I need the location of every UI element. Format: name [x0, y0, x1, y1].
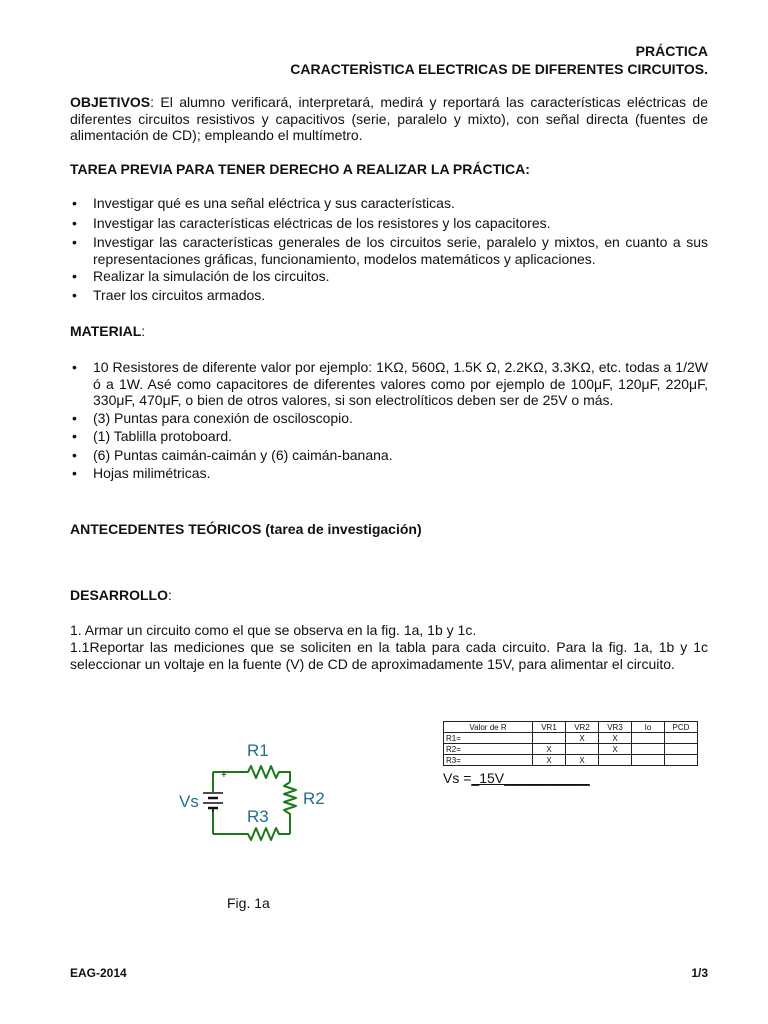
- battery-plus-label: +: [221, 770, 227, 781]
- header-io: Io: [632, 722, 665, 733]
- circuit-diagram: [168, 730, 338, 852]
- r3-resistor: [213, 828, 290, 840]
- objetivos-label: OBJETIVOS: [70, 94, 151, 110]
- table-cell: X: [566, 733, 599, 744]
- list-item: • (1) Tablilla protoboard.: [70, 428, 708, 445]
- list-item: • Traer los circuitos armados.: [70, 287, 708, 304]
- list-item: • Investigar qué es una señal eléctrica y sus características.: [70, 195, 708, 212]
- measurement-table: [443, 721, 698, 766]
- r2-label: R2: [303, 789, 325, 808]
- tarea-list: [70, 195, 708, 303]
- antecedentes-heading: ANTECEDENTES TEÓRICOS (tarea de investigación): [70, 521, 422, 537]
- table-row: [444, 733, 698, 744]
- desarrollo-heading: [70, 587, 172, 603]
- header-vr3: VR3: [599, 722, 632, 733]
- material-list: [70, 359, 708, 482]
- footer-code: EAG-2014: [70, 966, 127, 980]
- vs-value-line: [443, 770, 590, 786]
- table-cell: [665, 755, 698, 766]
- r2-resistor: [284, 782, 296, 834]
- practice-title: CARACTERÌSTICA ELECTRICAS DE DIFERENTES CIRCUITOS.: [290, 61, 708, 77]
- table-cell: [632, 733, 665, 744]
- table-cell: [632, 755, 665, 766]
- table-row: [444, 755, 698, 766]
- list-item: • 10 Resistores de diferente valor por ejemplo: 1KΩ, 560Ω, 1.5K Ω, 2.2KΩ, 3.3KΩ, etc. todas a 1/2W ó a 1W. Asé como capacitores de diferentes valores como por ejemplo de 100μF, 120μF, 220μF, 330μF, 470μF, o bien de otros valores, si son electrolíticos deben ser de 25V o más.: [70, 359, 708, 409]
- material-colon: :: [141, 323, 146, 339]
- table-cell: X: [566, 755, 599, 766]
- table-cell: [533, 733, 566, 744]
- table-cell: [665, 733, 698, 744]
- list-item: • Investigar las características generales de los circuitos serie, paralelo y mixtos, en cuanto a sus representaciones gráficas, funcionamiento, modelos matemáticos y aplicaciones.: [70, 234, 708, 267]
- table-cell: R1=: [444, 733, 533, 744]
- table-cell: X: [599, 733, 632, 744]
- list-item: • (6) Puntas caimán-caimán y (6) caimán-banana.: [70, 447, 708, 464]
- r1-label: R1: [247, 741, 269, 760]
- table-cell: R2=: [444, 744, 533, 755]
- table-row: [444, 744, 698, 755]
- list-item: • Investigar las características eléctricas de los resistores y los capacitores.: [70, 215, 708, 232]
- list-item: • Realizar la simulación de los circuitos.: [70, 268, 708, 285]
- table-cell: X: [599, 744, 632, 755]
- material-heading: [70, 323, 145, 339]
- table-cell: [566, 744, 599, 755]
- header-valor-r: Valor de R: [444, 722, 533, 733]
- list-item: • (3) Puntas para conexión de osciloscopio.: [70, 410, 708, 427]
- figure-caption: Fig. 1a: [227, 895, 270, 911]
- objetivos-text: : El alumno verificará, interpretará, medirá y reportará las características eléctricas de diferentes circuitos resistivos y capacitivos (serie, paralelo y mixto), con señal directa (fuentes de alimentación de CD); empleando el multímetro.: [70, 94, 708, 143]
- header-pcd: PCD: [665, 722, 698, 733]
- list-item: • Hojas milimétricas.: [70, 465, 708, 482]
- header-vr2: VR2: [566, 722, 599, 733]
- table-cell: [632, 744, 665, 755]
- desarrollo-step-1-1: 1.1Reportar las mediciones que se soliciten en la tabla para cada circuito. Para la fig. 1a, 1b y 1c seleccionar un voltaje en la fuente (V) de CD de aproximadamente 15V, para alimentar el circuito.: [70, 639, 708, 672]
- practice-label: PRÁCTICA: [635, 43, 708, 59]
- table-cell: X: [533, 744, 566, 755]
- desarrollo-colon: :: [168, 587, 172, 603]
- table-header-row: [444, 722, 698, 733]
- material-heading-text: MATERIAL: [70, 323, 142, 339]
- table-cell: [665, 744, 698, 755]
- page-number: 1/3: [691, 966, 708, 980]
- r3-label: R3: [247, 807, 269, 826]
- table-cell: X: [533, 755, 566, 766]
- table-cell: [599, 755, 632, 766]
- desarrollo-heading-text: DESARROLLO: [70, 587, 168, 603]
- tarea-heading: TAREA PREVIA PARA TENER DERECHO A REALIZAR LA PRÁCTICA:: [70, 161, 530, 177]
- vs-prefix: Vs =: [443, 770, 472, 786]
- objetivos-paragraph: [70, 94, 708, 144]
- header-vr1: VR1: [533, 722, 566, 733]
- table-cell: R3=: [444, 755, 533, 766]
- vs-value: _15V___________: [471, 770, 590, 786]
- vs-label: Vs: [179, 792, 199, 811]
- desarrollo-step-1: 1. Armar un circuito como el que se observa en la fig. 1a, 1b y 1c.: [70, 622, 477, 638]
- battery-icon: [203, 793, 223, 812]
